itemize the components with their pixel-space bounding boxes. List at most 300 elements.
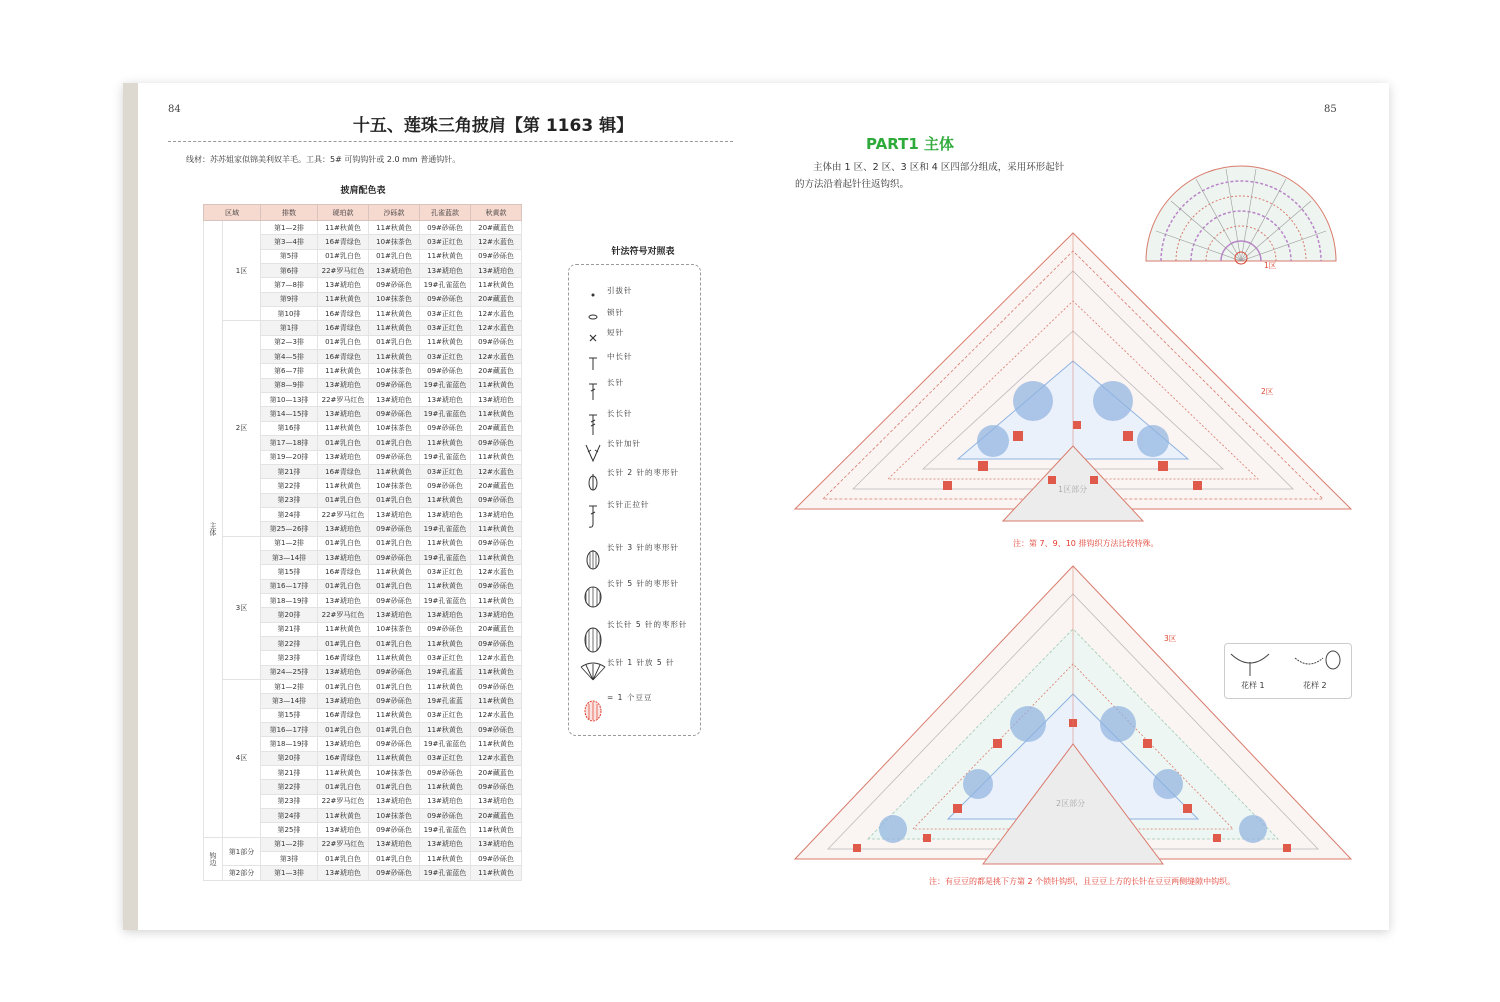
- row-number-cell: 第1—2排: [261, 536, 318, 550]
- color-cell: 09#砂砾色: [369, 823, 420, 837]
- color-cell: 12#水蓝色: [471, 751, 522, 765]
- legend-item: [583, 619, 688, 630]
- color-cell: 11#秋黄色: [471, 550, 522, 564]
- color-cell: 13#琥珀色: [471, 393, 522, 407]
- color-cell: 03#正红色: [420, 464, 471, 478]
- color-cell: 11#秋黄色: [471, 278, 522, 292]
- color-cell: 09#砂砾色: [420, 479, 471, 493]
- color-cell: 01#乳白色: [369, 852, 420, 866]
- row-number-cell: 第1—2排: [261, 680, 318, 694]
- legend-label: 长长针 5 针的枣形针: [607, 620, 688, 629]
- color-cell: 09#砂砾色: [471, 436, 522, 450]
- color-cell: 13#琥珀色: [318, 378, 369, 392]
- color-cell: 22#罗马红色: [318, 507, 369, 521]
- legend-item: [583, 657, 675, 668]
- color-cell: 03#正红色: [420, 321, 471, 335]
- color-cell: 09#砂砾色: [420, 292, 471, 306]
- row-number-cell: 第18—19排: [261, 737, 318, 751]
- color-cell: 09#砂砾色: [471, 852, 522, 866]
- edge-area-cell: 钩边: [204, 837, 223, 880]
- row-number-cell: 第16—17排: [261, 723, 318, 737]
- color-cell: 13#琥珀色: [369, 393, 420, 407]
- color-cell: 09#砂砾色: [471, 780, 522, 794]
- color-cell: 10#抹茶色: [369, 766, 420, 780]
- pattern1-label: 花样 1: [1241, 681, 1265, 690]
- color-cell: 01#乳白色: [369, 249, 420, 263]
- table-header: 区域: [204, 205, 261, 221]
- color-cell: 13#琥珀色: [318, 737, 369, 751]
- row-number-cell: 第4—5排: [261, 350, 318, 364]
- color-cell: 09#砂砾色: [369, 550, 420, 564]
- legend-label: 长针加针: [607, 439, 641, 448]
- table-row: [204, 837, 522, 851]
- row-number-cell: 第21排: [261, 622, 318, 636]
- color-cell: 12#水蓝色: [471, 565, 522, 579]
- row-number-cell: 第3—14排: [261, 550, 318, 564]
- inner-zone1-label: 1区部分: [1058, 485, 1088, 494]
- color-cell: 16#青绿色: [318, 751, 369, 765]
- color-cell: 09#砂砾色: [471, 493, 522, 507]
- color-cell: 01#乳白色: [318, 493, 369, 507]
- page-title: 十五、莲珠三角披肩【第 1163 辑】: [352, 116, 634, 136]
- color-cell: 13#琥珀色: [471, 507, 522, 521]
- color-cell: 03#正红色: [420, 307, 471, 321]
- color-cell: 01#乳白色: [318, 579, 369, 593]
- color-cell: 13#琥珀色: [471, 608, 522, 622]
- row-number-cell: 第23排: [261, 493, 318, 507]
- color-cell: 12#水蓝色: [471, 708, 522, 722]
- color-cell: 09#砂砾色: [369, 278, 420, 292]
- color-cell: 11#秋黄色: [471, 823, 522, 837]
- color-cell: 20#藏蓝色: [471, 421, 522, 435]
- zone-cell: 第1部分: [223, 837, 261, 866]
- color-cell: 19#孔雀蓝色: [420, 737, 471, 751]
- color-cell: 01#乳白色: [318, 436, 369, 450]
- color-cell: 11#秋黄色: [471, 593, 522, 607]
- color-cell: 16#青绿色: [318, 235, 369, 249]
- row-number-cell: 第1—2排: [261, 221, 318, 235]
- color-cell: 11#秋黄色: [420, 636, 471, 650]
- row-number-cell: 第21排: [261, 766, 318, 780]
- color-cell: 19#孔雀蓝色: [420, 278, 471, 292]
- color-cell: 13#琥珀色: [420, 837, 471, 851]
- color-cell: 11#秋黄色: [318, 622, 369, 636]
- triangle-chart-lower: [793, 564, 1353, 864]
- color-cell: 22#罗马红色: [318, 837, 369, 851]
- color-cell: 16#青绿色: [318, 321, 369, 335]
- stitch-legend: [568, 264, 701, 736]
- title-divider: [168, 141, 733, 142]
- color-cell: 10#抹茶色: [369, 479, 420, 493]
- legend-label: 锁针: [607, 308, 624, 317]
- color-cell: 10#抹茶色: [369, 809, 420, 823]
- legend-title: 针法符号对照表: [611, 247, 675, 257]
- legend-label: 引拔针: [607, 286, 633, 295]
- row-number-cell: 第22排: [261, 636, 318, 650]
- color-cell: 09#砂砾色: [471, 579, 522, 593]
- color-cell: 11#秋黄色: [471, 866, 522, 880]
- color-cell: 03#正红色: [420, 565, 471, 579]
- color-cell: 11#秋黄色: [420, 579, 471, 593]
- color-cell: 20#藏蓝色: [471, 292, 522, 306]
- color-cell: 01#乳白色: [369, 636, 420, 650]
- color-cell: 13#琥珀色: [318, 407, 369, 421]
- color-cell: 11#秋黄色: [471, 378, 522, 392]
- table-header: 孔雀蓝款: [420, 205, 471, 221]
- color-cell: 01#乳白色: [318, 723, 369, 737]
- color-cell: 03#正红色: [420, 708, 471, 722]
- row-number-cell: 第3排: [261, 852, 318, 866]
- color-cell: 09#砂砾色: [471, 636, 522, 650]
- row-number-cell: 第10—13排: [261, 393, 318, 407]
- color-cell: 10#抹茶色: [369, 622, 420, 636]
- color-cell: 11#秋黄色: [369, 464, 420, 478]
- row-number-cell: 第16排: [261, 421, 318, 435]
- color-cell: 11#秋黄色: [420, 493, 471, 507]
- color-cell: 11#秋黄色: [420, 436, 471, 450]
- color-cell: 01#乳白色: [318, 249, 369, 263]
- color-cell: 11#秋黄色: [471, 407, 522, 421]
- part-description: 主体由 1 区、2 区、3 区和 4 区四部分组成，采用环形起针的方法沿着起针往返钩织。: [795, 162, 1065, 190]
- color-cell: 01#乳白色: [369, 493, 420, 507]
- color-cell: 22#罗马红色: [318, 794, 369, 808]
- row-number-cell: 第10排: [261, 307, 318, 321]
- legend-item: [583, 438, 641, 449]
- row-number-cell: 第24排: [261, 507, 318, 521]
- color-cell: 22#罗马红色: [318, 608, 369, 622]
- table-row: [204, 866, 522, 880]
- row-number-cell: 第24排: [261, 809, 318, 823]
- color-cell: 10#抹茶色: [369, 421, 420, 435]
- part-title: PART1 主体: [866, 135, 954, 153]
- open-book: [123, 83, 1389, 930]
- triangle-chart-upper: [793, 231, 1353, 521]
- row-number-cell: 第9排: [261, 292, 318, 306]
- table-row: [204, 321, 522, 335]
- color-cell: 03#正红色: [420, 651, 471, 665]
- main-area-cell: 主体: [204, 221, 223, 838]
- color-cell: 13#琥珀色: [318, 694, 369, 708]
- color-cell: 16#青绿色: [318, 651, 369, 665]
- color-cell: 11#秋黄色: [420, 680, 471, 694]
- zone-cell: 1区: [223, 221, 261, 321]
- color-cell: 11#秋黄色: [369, 307, 420, 321]
- left-page-number: 84: [168, 104, 181, 115]
- color-cell: 12#水蓝色: [471, 235, 522, 249]
- table-header: 琥珀款: [318, 205, 369, 221]
- color-cell: 01#乳白色: [318, 680, 369, 694]
- color-table-title: 披肩配色表: [340, 186, 386, 196]
- legend-item: [583, 377, 624, 388]
- right-page-number: 85: [1324, 104, 1337, 115]
- materials-text: 线材：苏苏姐家似锦美利奴羊毛。工具：5# 可钩钩针或 2.0 mm 普通钩针。: [186, 155, 461, 164]
- row-number-cell: 第25—26排: [261, 522, 318, 536]
- color-cell: 10#抹茶色: [369, 235, 420, 249]
- row-number-cell: 第1—2排: [261, 837, 318, 851]
- pattern2-label: 花样 2: [1303, 681, 1327, 690]
- legend-label: 长针 5 针的枣形针: [607, 579, 680, 588]
- row-number-cell: 第22排: [261, 479, 318, 493]
- color-cell: 03#正红色: [420, 350, 471, 364]
- color-cell: 16#青绿色: [318, 350, 369, 364]
- color-cell: 11#秋黄色: [471, 450, 522, 464]
- color-cell: 09#砂砾色: [369, 522, 420, 536]
- pattern-samples: [1224, 643, 1352, 699]
- color-cell: 09#砂砾色: [369, 407, 420, 421]
- color-cell: 20#藏蓝色: [471, 809, 522, 823]
- color-cell: 03#正红色: [420, 235, 471, 249]
- color-cell: 11#秋黄色: [369, 565, 420, 579]
- note-beans: 注：有豆豆的都是挑下方第 2 个锁针钩织，且豆豆上方的长针在豆豆两侧缝隙中钩织。: [929, 877, 1236, 886]
- color-cell: 11#秋黄色: [318, 364, 369, 378]
- legend-label: 长针正拉针: [607, 500, 650, 509]
- color-cell: 19#孔雀蓝色: [420, 522, 471, 536]
- color-cell: 11#秋黄色: [420, 780, 471, 794]
- color-cell: 13#琥珀色: [318, 593, 369, 607]
- color-cell: 11#秋黄色: [471, 665, 522, 679]
- row-number-cell: 第22排: [261, 780, 318, 794]
- legend-item: [583, 467, 679, 478]
- color-cell: 11#秋黄色: [369, 321, 420, 335]
- color-cell: 11#秋黄色: [318, 766, 369, 780]
- row-number-cell: 第7—8排: [261, 278, 318, 292]
- zone1-label: 1区: [1264, 261, 1277, 270]
- legend-label: 长针 2 针的枣形针: [607, 468, 680, 477]
- legend-item: [583, 327, 624, 338]
- color-cell: 11#秋黄色: [369, 350, 420, 364]
- row-number-cell: 第1排: [261, 321, 318, 335]
- color-table: [203, 204, 522, 881]
- row-number-cell: 第14—15排: [261, 407, 318, 421]
- zone2-label: 2区: [1261, 387, 1274, 396]
- color-cell: 09#砂砾色: [471, 335, 522, 349]
- color-cell: 12#水蓝色: [471, 651, 522, 665]
- color-cell: 12#水蓝色: [471, 464, 522, 478]
- color-cell: 13#琥珀色: [318, 866, 369, 880]
- table-row: [204, 680, 522, 694]
- color-cell: 09#砂砾色: [471, 680, 522, 694]
- color-cell: 22#罗马红色: [318, 393, 369, 407]
- row-number-cell: 第20排: [261, 751, 318, 765]
- row-number-cell: 第15排: [261, 708, 318, 722]
- color-cell: 12#水蓝色: [471, 307, 522, 321]
- color-cell: 11#秋黄色: [369, 221, 420, 235]
- pattern-sample-drawing: [1225, 644, 1351, 680]
- row-number-cell: 第20排: [261, 608, 318, 622]
- color-cell: 01#乳白色: [369, 680, 420, 694]
- color-cell: 11#秋黄色: [420, 723, 471, 737]
- color-cell: 19#孔雀蓝色: [420, 866, 471, 880]
- color-cell: 20#藏蓝色: [471, 364, 522, 378]
- row-number-cell: 第23排: [261, 651, 318, 665]
- table-row: [204, 536, 522, 550]
- inner-zone2-label: 2区部分: [1056, 799, 1086, 808]
- color-cell: 09#砂砾色: [420, 766, 471, 780]
- color-cell: 10#抹茶色: [369, 292, 420, 306]
- legend-item: [583, 692, 652, 703]
- color-cell: 09#砂砾色: [369, 378, 420, 392]
- color-cell: 16#青绿色: [318, 307, 369, 321]
- row-number-cell: 第25排: [261, 823, 318, 837]
- color-cell: 20#藏蓝色: [471, 479, 522, 493]
- color-cell: 19#孔雀蓝色: [420, 593, 471, 607]
- color-cell: 09#砂砾色: [369, 694, 420, 708]
- legend-item: [583, 285, 633, 296]
- color-cell: 11#秋黄色: [420, 852, 471, 866]
- color-cell: 09#砂砾色: [471, 723, 522, 737]
- color-cell: 16#青绿色: [318, 464, 369, 478]
- row-number-cell: 第19—20排: [261, 450, 318, 464]
- color-cell: 11#秋黄色: [471, 737, 522, 751]
- color-cell: 03#正红色: [420, 751, 471, 765]
- legend-label: 中长针: [607, 352, 633, 361]
- legend-item: [583, 351, 633, 362]
- table-header-row: [204, 205, 522, 221]
- zone-cell: 第2部分: [223, 866, 261, 880]
- color-cell: 01#乳白色: [369, 436, 420, 450]
- color-cell: 11#秋黄色: [318, 421, 369, 435]
- legend-label: = 1 个豆豆: [607, 693, 653, 702]
- table-header: 排数: [261, 205, 318, 221]
- color-cell: 01#乳白色: [369, 723, 420, 737]
- color-cell: 12#水蓝色: [471, 350, 522, 364]
- color-cell: 11#秋黄色: [420, 536, 471, 550]
- color-cell: 11#秋黄色: [420, 335, 471, 349]
- color-cell: 01#乳白色: [369, 579, 420, 593]
- color-cell: 01#乳白色: [318, 852, 369, 866]
- legend-label: 长针 3 针的枣形针: [607, 543, 680, 552]
- color-cell: 13#琥珀色: [318, 823, 369, 837]
- legend-label: 短针: [607, 328, 624, 337]
- color-cell: 19#孔雀蓝色: [420, 823, 471, 837]
- row-number-cell: 第6排: [261, 264, 318, 278]
- row-number-cell: 第23排: [261, 794, 318, 808]
- color-cell: 01#乳白色: [318, 636, 369, 650]
- color-cell: 11#秋黄色: [318, 221, 369, 235]
- row-number-cell: 第17—18排: [261, 436, 318, 450]
- row-number-cell: 第5排: [261, 249, 318, 263]
- row-number-cell: 第3—4排: [261, 235, 318, 249]
- color-cell: 11#秋黄色: [369, 651, 420, 665]
- legend-label: 长长针: [607, 409, 633, 418]
- row-number-cell: 第15排: [261, 565, 318, 579]
- color-cell: 13#琥珀色: [318, 278, 369, 292]
- color-cell: 11#秋黄色: [318, 479, 369, 493]
- row-number-cell: 第18—19排: [261, 593, 318, 607]
- color-cell: 13#琥珀色: [369, 608, 420, 622]
- color-cell: 09#砂砾色: [369, 450, 420, 464]
- color-cell: 11#秋黄色: [318, 292, 369, 306]
- color-cell: 11#秋黄色: [471, 522, 522, 536]
- color-cell: 09#砂砾色: [471, 249, 522, 263]
- color-cell: 16#青绿色: [318, 565, 369, 579]
- color-cell: 09#砂砾色: [420, 364, 471, 378]
- zone3-label: 3区: [1164, 634, 1177, 643]
- color-cell: 12#水蓝色: [471, 321, 522, 335]
- legend-item: [583, 408, 633, 419]
- legend-label: 长针 1 针放 5 针: [607, 658, 675, 667]
- color-cell: 22#罗马红色: [318, 264, 369, 278]
- color-cell: 09#砂砾色: [420, 221, 471, 235]
- color-cell: 13#琥珀色: [318, 522, 369, 536]
- color-cell: 09#砂砾色: [369, 593, 420, 607]
- color-cell: 11#秋黄色: [420, 249, 471, 263]
- color-cell: 09#砂砾色: [471, 536, 522, 550]
- color-cell: 20#藏蓝色: [471, 221, 522, 235]
- legend-item: [583, 499, 650, 510]
- color-cell: 01#乳白色: [369, 335, 420, 349]
- color-cell: 19#孔雀蓝色: [420, 378, 471, 392]
- color-cell: 11#秋黄色: [318, 809, 369, 823]
- color-cell: 19#孔雀蓝色: [420, 550, 471, 564]
- color-cell: 10#抹茶色: [369, 364, 420, 378]
- color-cell: 13#琥珀色: [369, 794, 420, 808]
- row-number-cell: 第24—25排: [261, 665, 318, 679]
- color-cell: 01#乳白色: [318, 536, 369, 550]
- book-spine: [123, 83, 138, 930]
- row-number-cell: 第2—3排: [261, 335, 318, 349]
- table-header: 沙砾款: [369, 205, 420, 221]
- row-number-cell: 第3—14排: [261, 694, 318, 708]
- color-cell: 13#琥珀色: [318, 550, 369, 564]
- color-cell: 13#琥珀色: [420, 608, 471, 622]
- color-cell: 13#琥珀色: [369, 507, 420, 521]
- legend-item: [583, 307, 624, 318]
- color-cell: 13#琥珀色: [471, 264, 522, 278]
- note-rows: 注：第 7、9、10 排钩织方法比较特殊。: [1013, 539, 1159, 548]
- table-header: 秋黄款: [471, 205, 522, 221]
- color-cell: 09#砂砾色: [420, 622, 471, 636]
- color-cell: 19#孔雀蓝: [420, 694, 471, 708]
- color-cell: 13#琥珀色: [420, 794, 471, 808]
- color-cell: 13#琥珀色: [318, 665, 369, 679]
- color-cell: 13#琥珀色: [369, 837, 420, 851]
- color-cell: 13#琥珀色: [420, 264, 471, 278]
- color-cell: 01#乳白色: [369, 780, 420, 794]
- color-cell: 20#藏蓝色: [471, 766, 522, 780]
- zone-cell: 3区: [223, 536, 261, 679]
- zone-cell: 2区: [223, 321, 261, 536]
- color-cell: 13#琥珀色: [420, 393, 471, 407]
- color-cell: 01#乳白色: [318, 335, 369, 349]
- legend-item: [583, 578, 679, 589]
- color-cell: 19#孔雀蓝色: [420, 407, 471, 421]
- color-cell: 13#琥珀色: [420, 507, 471, 521]
- row-number-cell: 第1—3排: [261, 866, 318, 880]
- zone-cell: 4区: [223, 680, 261, 838]
- row-number-cell: 第21排: [261, 464, 318, 478]
- table-row: [204, 221, 522, 235]
- color-cell: 13#琥珀色: [318, 450, 369, 464]
- color-cell: 09#砂砾色: [369, 665, 420, 679]
- color-cell: 11#秋黄色: [471, 694, 522, 708]
- legend-label: 长针: [607, 378, 624, 387]
- color-cell: 09#砂砾色: [369, 866, 420, 880]
- color-cell: 09#砂砾色: [369, 737, 420, 751]
- color-cell: 13#琥珀色: [471, 794, 522, 808]
- color-cell: 11#秋黄色: [369, 708, 420, 722]
- color-cell: 11#秋黄色: [369, 751, 420, 765]
- row-number-cell: 第6—7排: [261, 364, 318, 378]
- color-cell: 09#砂砾色: [420, 809, 471, 823]
- color-cell: 20#藏蓝色: [471, 622, 522, 636]
- color-cell: 13#琥珀色: [369, 264, 420, 278]
- color-cell: 19#孔雀蓝色: [420, 450, 471, 464]
- legend-item: [583, 542, 679, 553]
- color-cell: 01#乳白色: [318, 780, 369, 794]
- color-cell: 16#青绿色: [318, 708, 369, 722]
- color-cell: 13#琥珀色: [471, 837, 522, 851]
